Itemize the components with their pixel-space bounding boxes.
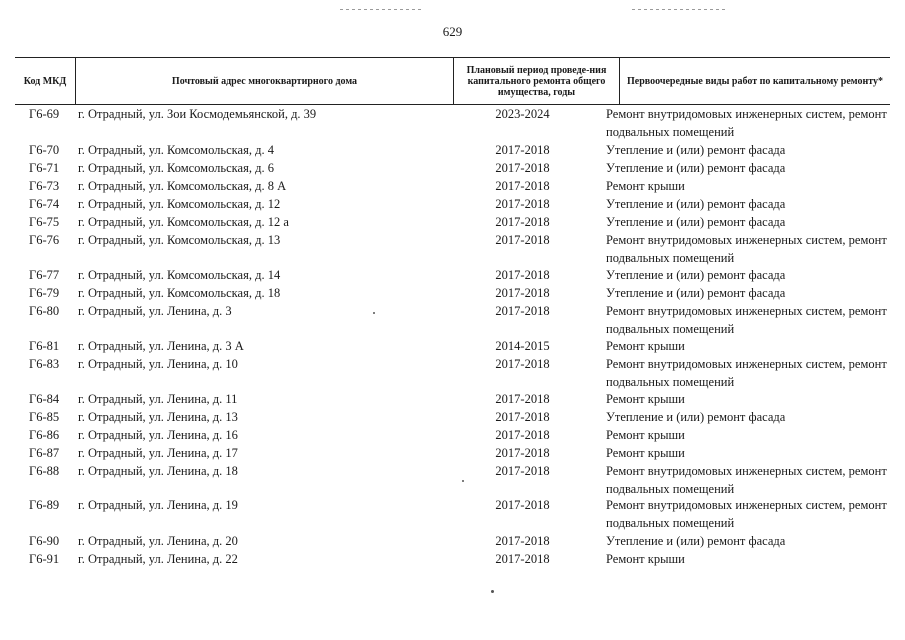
header-period: Плановый период проведе-ния капитального ремонта общего имущества, годы [453,58,619,104]
cell-period: 2017-2018 [495,446,550,460]
cell-period: 2017-2018 [495,286,550,300]
cell-code: Г6-91 [29,552,60,566]
table-header [15,57,890,105]
cell-works: Утепление и (или) ремонт фасада [606,534,786,548]
cell-period: 2017-2018 [495,534,550,548]
cell-code: Г6-81 [29,339,60,353]
cell-code: Г6-85 [29,410,60,424]
scan-artifact-right [632,9,727,10]
cell-address: г. Отрадный, ул. Ленина, д. 13 [78,410,238,424]
cell-code: Г6-75 [29,215,60,229]
cell-period: 2017-2018 [495,498,550,512]
cell-address: г. Отрадный, ул. Ленина, д. 19 [78,498,238,512]
cell-works: Ремонт внутридомовых инженерных систем, ремонт подвальных помещений [606,233,887,265]
cell-address: г. Отрадный, ул. Ленина, д. 16 [78,428,238,442]
cell-code: Г6-89 [29,498,60,512]
cell-works: Ремонт крыши [606,552,685,566]
cell-address: г. Отрадный, ул. Комсомольская, д. 4 [78,143,274,157]
cell-works: Ремонт крыши [606,446,685,460]
cell-period: 2017-2018 [495,552,550,566]
cell-period: 2017-2018 [495,143,550,157]
cell-code: Г6-70 [29,143,60,157]
cell-works: Утепление и (или) ремонт фасада [606,143,786,157]
cell-period: 2017-2018 [495,428,550,442]
cell-period: 2017-2018 [495,233,550,247]
cell-code: Г6-88 [29,464,60,478]
cell-code: Г6-76 [29,233,60,247]
cell-code: Г6-77 [29,268,60,282]
cell-period: 2017-2018 [495,392,550,406]
cell-address: г. Отрадный, ул. Ленина, д. 3 А [78,339,244,353]
cell-code: Г6-80 [29,304,60,318]
cell-works: Ремонт внутридомовых инженерных систем, ремонт подвальных помещений [606,357,887,389]
cell-period: 2017-2018 [495,161,550,175]
cell-address: г. Отрадный, ул. Комсомольская, д. 18 [78,286,281,300]
cell-code: Г6-90 [29,534,60,548]
cell-code: Г6-73 [29,179,60,193]
cell-period: 2017-2018 [495,179,550,193]
cell-period: 2017-2018 [495,268,550,282]
cell-code: Г6-87 [29,446,60,460]
page-number: 629 [442,24,463,39]
cell-address: г. Отрадный, ул. Ленина, д. 10 [78,357,238,371]
cell-code: Г6-71 [29,161,60,175]
cell-address: г. Отрадный, ул. Ленина, д. 20 [78,534,238,548]
cell-period: 2023-2024 [495,107,550,121]
cell-works: Ремонт крыши [606,339,685,353]
cell-address: г. Отрадный, ул. Ленина, д. 3 [78,304,232,318]
cell-works: Утепление и (или) ремонт фасада [606,197,786,211]
cell-works: Утепление и (или) ремонт фасада [606,161,786,175]
cell-period: 2017-2018 [495,357,550,371]
cell-works: Ремонт внутридомовых инженерных систем, ремонт подвальных помещений [606,498,887,530]
cell-address: г. Отрадный, ул. Комсомольская, д. 12 а [78,215,289,229]
cell-works: Ремонт крыши [606,179,685,193]
cell-code: Г6-86 [29,428,60,442]
cell-address: г. Отрадный, ул. Зои Космодемьянской, д. 39 [78,107,317,121]
scan-speck [462,480,464,482]
header-address: Почтовый адрес многоквартирного дома [75,58,453,104]
cell-period: 2017-2018 [495,197,550,211]
cell-code: Г6-74 [29,197,60,211]
cell-period: 2017-2018 [495,304,550,318]
cell-code: Г6-69 [29,107,60,121]
scan-speck [491,590,494,593]
cell-address: г. Отрадный, ул. Комсомольская, д. 14 [78,268,281,282]
cell-works: Ремонт крыши [606,392,685,406]
header-works: Первоочередные виды работ по капитальному ремонту* [619,58,890,104]
cell-period: 2017-2018 [495,410,550,424]
cell-address: г. Отрадный, ул. Комсомольская, д. 8 А [78,179,287,193]
cell-works: Ремонт внутридомовых инженерных систем, ремонт подвальных помещений [606,107,887,139]
cell-works: Утепление и (или) ремонт фасада [606,286,786,300]
cell-period: 2017-2018 [495,464,550,478]
header-code: Код МКД [23,75,67,87]
cell-period: 2017-2018 [495,215,550,229]
cell-works: Утепление и (или) ремонт фасада [606,268,786,282]
cell-code: Г6-84 [29,392,60,406]
cell-address: г. Отрадный, ул. Ленина, д. 18 [78,464,238,478]
cell-address: г. Отрадный, ул. Ленина, д. 22 [78,552,238,566]
cell-address: г. Отрадный, ул. Комсомольская, д. 12 [78,197,281,211]
cell-works: Ремонт внутридомовых инженерных систем, ремонт подвальных помещений [606,464,887,496]
cell-period: 2014-2015 [495,339,550,353]
cell-works: Ремонт крыши [606,428,685,442]
cell-code: Г6-79 [29,286,60,300]
cell-address: г. Отрадный, ул. Комсомольская, д. 6 [78,161,274,175]
cell-address: г. Отрадный, ул. Комсомольская, д. 13 [78,233,281,247]
cell-works: Утепление и (или) ремонт фасада [606,215,786,229]
cell-works: Ремонт внутридомовых инженерных систем, ремонт подвальных помещений [606,304,887,336]
cell-code: Г6-83 [29,357,60,371]
cell-works: Утепление и (или) ремонт фасада [606,410,786,424]
scan-artifact-left [340,9,422,10]
cell-address: г. Отрадный, ул. Ленина, д. 17 [78,446,238,460]
scan-speck [373,312,375,314]
cell-address: г. Отрадный, ул. Ленина, д. 11 [78,392,238,406]
